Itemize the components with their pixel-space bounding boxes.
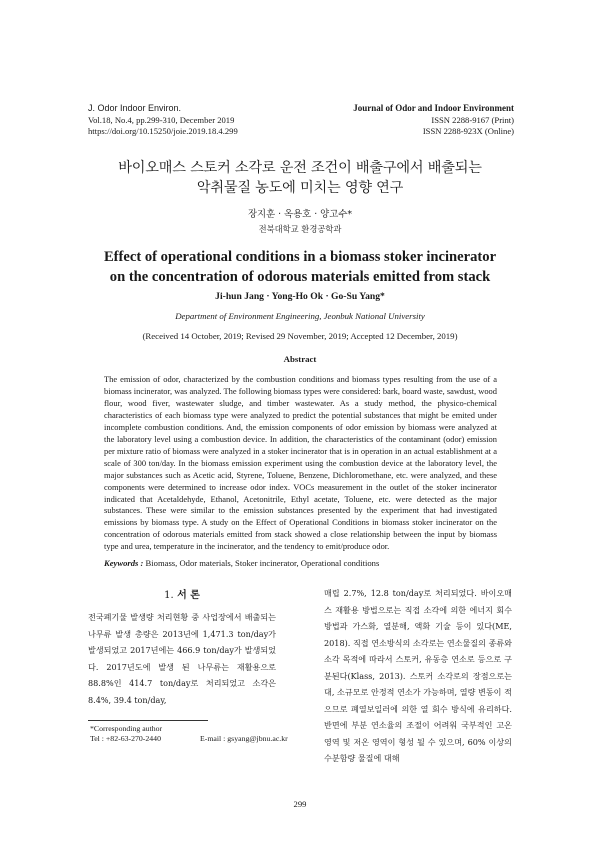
received-dates: (Received 14 October, 2019; Revised 29 November, 2019; Accepted 12 December, 2019) xyxy=(142,331,458,341)
footnote-divider xyxy=(88,720,208,721)
korean-affiliation: 전북대학교 환경공학과 xyxy=(258,224,342,234)
keywords xyxy=(104,558,497,568)
korean-title-line-2: 악취물질 농도에 미치는 영향 연구 xyxy=(196,180,404,196)
page-number: 299 xyxy=(293,799,307,809)
footnote xyxy=(90,724,288,744)
journal-header-left xyxy=(88,103,238,138)
intro-right-column: 매립 2.7%, 12.8 ton/day로 처리되었다. 바이오매스 재활용 방법으로는 직접 소각에 의한 에너지 회수방법과 가스화, 열분해, 액화 기술 등이 있다(ME, 2018). 직접 연소방식의 소각로는 연소물질의 종류와 소각 목적에 따라서 스토커, 유동층 연소로 등으로 구분된다(Klass, 2013). 스토커 소각로의 장점으로는 대, 소규모로 안정적 연소가 가능하며, 열량 변동이 적으므로 폐열보일러에 의한 열 회수 방식에 유리하다. 반면에 부분 연소율의 조절이 어려워 국부적인 고온 영역 및 저온 영역이 형성 될 수 있으며, 60% 이상의 수분함량 물질에 대해 xyxy=(324,588,512,763)
corresponding-email[interactable]: E-mail : gsyang@jbnu.ac.kr xyxy=(200,734,288,743)
intro-left-column: 전국폐기물 발생량 처리현황 중 사업장에서 배출되는 나무류 발생 총량은 2013년에 1,471.3 ton/day가 발생되었고 2017년에는 466.9 ton/day가 발생되었다. 2017년도에 발생 된 나무류는 재활용으로 88.8%인 414.7 ton/day로 처리되었고 소각은 8.4%, 39.4 ton/day, xyxy=(88,612,276,705)
journal-abbrev: J. Odor Indoor Environ. xyxy=(88,103,182,113)
section-heading xyxy=(88,586,276,601)
corresponding-author-label: *Corresponding author xyxy=(90,724,163,733)
corresponding-tel: Tel : +82-63-270-2440 xyxy=(90,734,161,743)
english-authors: Ji-hun Jang · Yong-Ho Ok · Go-Su Yang* xyxy=(215,291,385,302)
english-affiliation: Department of Environment Engineering, Jeonbuk National University xyxy=(175,311,425,321)
korean-title xyxy=(0,158,600,198)
korean-authors: 장지훈 · 옥용호 · 양고수* xyxy=(247,209,353,220)
section-number: 1. xyxy=(164,590,174,601)
english-title-line-1: Effect of operational conditions in a biomass stoker incinerator xyxy=(103,249,497,265)
abstract-heading: Abstract xyxy=(283,354,317,364)
english-title xyxy=(0,247,600,287)
journal-header-right xyxy=(353,103,514,138)
issn-online: ISSN 2288-923X (Online) xyxy=(422,126,514,137)
volume-info: Vol.18, No.4, pp.299-310, December 2019 xyxy=(88,114,235,125)
keywords-label: Keywords : xyxy=(104,558,144,568)
korean-title-line-1: 바이오매스 스토커 소각로 운전 조건이 배출구에서 배출되는 xyxy=(118,160,482,176)
journal-name: Journal of Odor and Indoor Environment xyxy=(353,103,514,113)
section-title: 서 론 xyxy=(177,590,200,601)
keywords-list: Biomass, Odor materials, Stoker incinerator, Operational conditions xyxy=(143,558,380,568)
issn-print: ISSN 2288-9167 (Print) xyxy=(431,114,514,125)
abstract-body: The emission of odor, characterized by the combustion conditions and biomass types resulting from the use of a biomass incinerator, was analyzed. The following biomass types were considered: bark, board waste, sawdust, wood flour, wood fiver, wastewater sludge, and timber wastewater. As a study method, the physico-chemical characteristics of each biomass type were analyzed to predict the potential substances that might be emited under incomplete combustion conditions. And, the emission components of odor emission by biomass were analyzed at the laboratory level using a combustion device. In addition, the characteristics of the contaminant (odor) emission per mixture ratio of biomass were analyzed in a stoker incinerator that is in operation in an actual establishment at a scale of 300 ton/day. In the biomass emission experiment using the combustion device at the laboratory level, the major substances such as Acetic acid, Styrene, Toluene, Benzene, Dichloromethane, etc. were analyzed, and these components were determined to increase odor index. VOCs measurement in the outlet of the stoker incinerator indicated that Acetaldehyde, Ethanol, Acetonitrile, Ethyl acetate, Toluene, etc. were detected as the major substances. These were similar to the emission substances presented by the experiment that had investigated emissions by biomass type. A study on the Effect of Operational Conditions in biomass stoker incinerator on the concentration of odorous materials emitted from stack showed a close relationship between the input by biomass type and urea, temperature in the incinerator, and the tendency to emit/produce odor. xyxy=(104,374,497,552)
english-title-line-2: on the concentration of odorous materials emitted from stack xyxy=(109,269,491,285)
doi-link[interactable]: https://doi.org/10.15250/joie.2019.18.4.299 xyxy=(88,126,238,137)
